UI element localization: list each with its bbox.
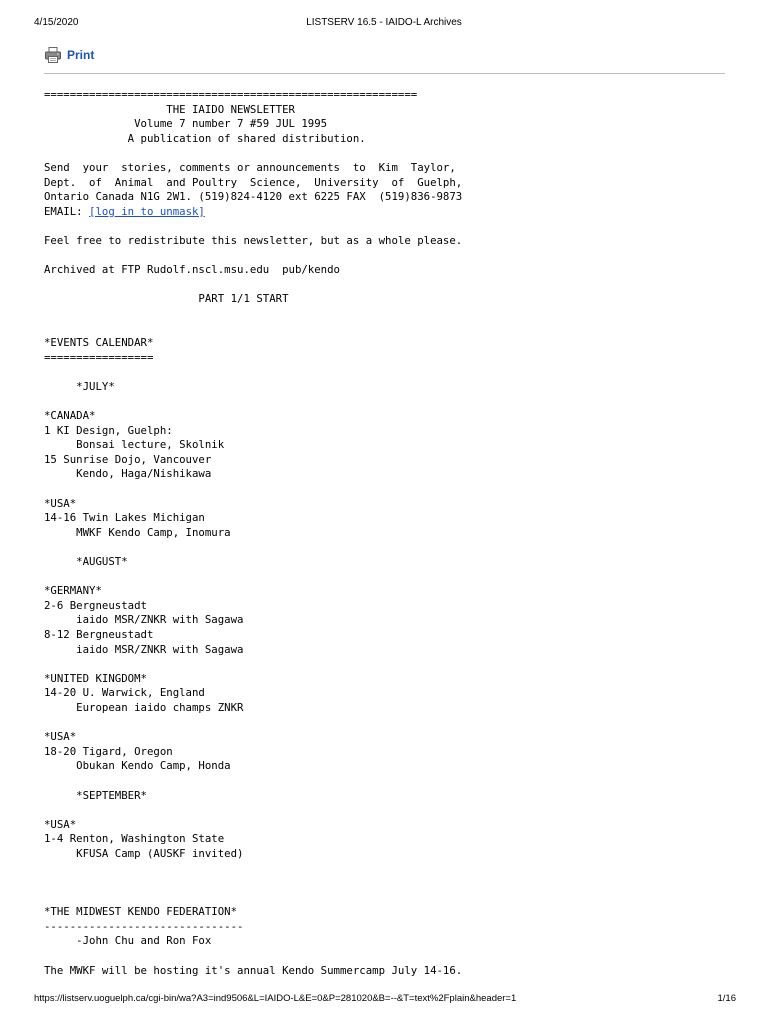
footer-url: https://listserv.uoguelph.ca/cgi-bin/wa?A3=ind9506&L=IAIDO-L&E=0&P=281020&B=--&T=text%2Fplain&header=1 xyxy=(34,993,517,1004)
print-footer xyxy=(0,993,768,1007)
print-date: 4/15/2020 xyxy=(34,17,79,28)
newsletter-text-intro: ========================================================== THE IAIDO NEWSLETTER Volume 7 number 7 #59 JUL 1995 A publication of shared distribution. Send your stories, comments or announcements to Kim Taylor, Dept. of Animal and Poultry Science, University of Guelph, Ontario Canada N1G 2W1. (519)824-4120 ext 6225 FAX (519)836-9873 EMAIL: xyxy=(44,88,463,218)
print-button[interactable] xyxy=(44,45,94,65)
page-title: LISTSERV 16.5 - IAIDO-L Archives xyxy=(306,17,462,28)
divider xyxy=(44,73,725,74)
newsletter-body xyxy=(44,88,734,978)
newsletter-text-main: Feel free to redistribute this newsletter, but as a whole please. Archived at FTP Rudolf.nscl.msu.edu pub/kendo PART 1/1 START *EVENTS CALENDAR* ================= *JULY* *CANADA* 1 KI Design, Guelph: Bonsai lecture, Skolnik 15 Sunrise Dojo, Vancouver Kendo, Haga/Nishikawa *USA* 14-16 Twin Lakes Michigan MWKF Kendo Camp, Inomura *AUGUST* *GERMANY* 2-6 Bergneustadt iaido MSR/ZNKR with Sagawa 8-12 Bergneustadt iaido MSR/ZNKR with Sagawa *UNITED KINGDOM* 14-20 U. Warwick, England European iaido champs ZNKR *USA* 18-20 Tigard, Oregon Obukan Kendo Camp, Honda *SEPTEMBER* *USA* 1-4 Renton, Washington State KFUSA Camp (AUSKF invited) *THE MIDWEST KENDO FEDERATION* ------------------------------- -John Chu and Ron Fox The MWKF will be hosting it's annual Kendo Summercamp July 14-16. xyxy=(44,233,463,977)
print-header xyxy=(0,17,768,31)
page-number: 1/16 xyxy=(717,993,736,1004)
print-label[interactable]: Print xyxy=(67,48,95,62)
email-unmask-link[interactable]: [log in to unmask] xyxy=(89,204,205,218)
printer-icon xyxy=(44,46,62,64)
